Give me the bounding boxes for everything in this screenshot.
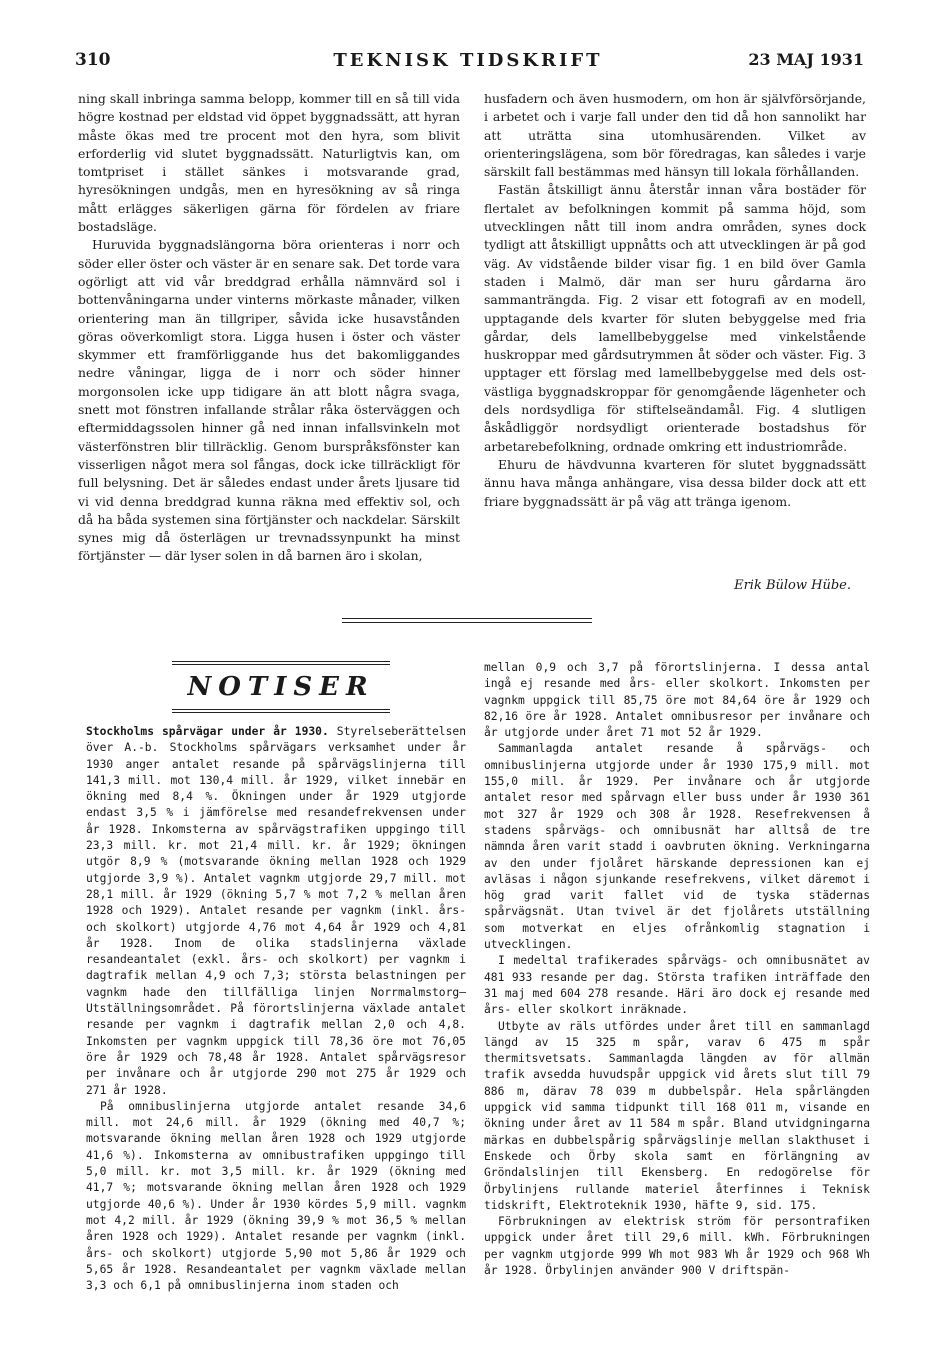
heading-rule [172,712,390,713]
paragraph: I medeltal trafikerades spårvägs- och omnibusnätet av 481 933 resande per dag. Största trafiken inträffade den 31 maj med 604 278 resande. Häri äro dock ej resande med års- eller skolkort inräknade. [484,954,870,1017]
paragraph: Förbrukningen av elektrisk ström för persontrafiken uppgick under året till 29,6 mill. kWh. Förbrukningen per vagnkm utgjorde 999 Wh mot 983 Wh år 1929 och 968 Wh år 1928. Örbylinjen använder 900 V driftspän- [484,1215,870,1277]
author-signature: Erik Bülow Hübe. [734,578,851,593]
heading-rule [172,661,390,662]
notice-text: Styrelseberättelsen över A.-b. Stockholms spårvägars verksamhet under år 1930 anger antalet resande på spårvägslinjerna till 141,3 mill. mot 130,4 mill. år 1929, vilket innebär en ökning med 8,4 %. Ökningen under år 1929 utgjorde endast 3,5 % i jämförelse med resandefrekvensen under år 1928. Inkomsterna av spårvägstrafiken uppgingo till 23,3 mill. kr. mot 21,4 mill. kr. år 1929; ökningen utgör 8,9 % (motsvarande ökning mellan 1928 och 1929 utgjorde 3,9 %). Antalet vagnkm utgjorde 29,7 mill. mot 28,1 mill. år 1929 (ökning 5,7 % mot 7,2 % mellan åren 1928 och 1929). Antalet resande per vagnkm (inkl. års- och skolkort) utgjorde 4,76 mot 4,64 år 1929 och 4,81 år 1928. Inom de olika stadslinjerna växlade resandeantalet (exkl. års- och skolkort) per vagnkm i dagtrafik mellan 4,9 och 7,3; största belastningen per vagnkm hade den tillfälliga linjen Norrmalmstorg—Utställningsområdet. På förortslinjerna växlade antalet resande per vagnkm i dagtrafik mellan 2,0 och 4,8. Inkomsten per vagnkm uppgick till 78,36 öre mot 76,05 öre år 1929 och 78,48 år 1928. Antalet spårvägsresor per invånare och år utgjorde 290 mot 275 år 1929 och 271 år 1928. [86,725,467,1097]
paragraph: På omnibuslinjerna utgjorde antalet resande 34,6 mill. mot 24,6 mill. år 1929 (ökning med 40,7 %; motsvarande ökning mellan åren 1928 och 1929 utgjorde 41,6 %). Inkomsterna av omnibustrafiken uppgingo till 5,0 mill. kr. mot 3,5 mill. kr. år 1929 (ökning med 41,7 %; motsvarande ökning mellan åren 1928 och 1929 utgjorde 40,6 %). Under år 1930 kördes 5,9 mill. vagnkm mot 4,2 mill. år 1929 (ökning 39,9 % mot 36,5 % mellan åren 1928 och 1929). Antalet resande per vagnkm (inkl. års- och skolkort) utgjorde 5,90 mot 5,86 år 1929 och 5,65 år 1928. Resandeantalet per vagnkm växlade mellan 3,3 och 6,1 på omnibuslinjerna inom staden och [86,1099,466,1293]
notiser-heading-box [172,661,390,713]
section-divider [342,618,592,619]
paragraph: Sammanlagda antalet resande å spårvägs- och omnibuslinjerna utgjorde under år 1930 175,9 mill. mot 155,0 mill. år 1929. Per invånare och år utgjorde antalet resor med spårvagn eller buss under år 1930 361 mot 327 år 1929 och 308 år 1928. Resefrekvensen å stadens spårvägs- och omnibusnät har alltså de tre nämnda åren varit stadd i oavbruten ökning. Verkningarna av den under fjolåret härskande depressionen kan ej avläsas i någon sjunkande resefrekvens, vilket däremot i hög grad varit fallet vid de tyska städernas spårvägsnät. Utan tvivel är det fjolårets utställning som motverkat en eljes ofrånkomlig stagnation i utvecklingen. [484,742,870,952]
paragraph: Ehuru de hävdvunna kvarteren för slutet byggnadssätt ännu hava många anhängare, visa dessa bilder dock att ett friare byggnadssätt är på väg att tränga igenom. [484,456,866,509]
article-column-right [484,90,866,511]
notice-title: Stockholms spårvägar under år 1930. [86,725,329,738]
section-divider [342,622,592,623]
paragraph: mellan 0,9 och 3,7 på förortslinjerna. I dessa antal ingå ej resande med års- eller skolkort. Inkomsten per vagnkm uppgick till 85,75 öre mot 84,64 öre år 1929 och 82,16 öre år 1928. Antalet omnibusresor per invånare och år utgjorde under året 71 mot 52 år 1929. [484,661,870,740]
section-title: NOTISER [187,672,375,702]
heading-rule [172,664,390,665]
notiser-column-right [484,660,870,1279]
page-number: 310 [75,50,111,70]
notiser-column-left [86,724,466,1294]
paragraph: Huruvida byggnadslängorna böra orienteras i norr och söder eller öster och väster är en senare sak. Det torde vara ogörligt att vid vår breddgrad erhålla nämnvärd sol i bottenvåningarna under vinterns mörkaste månader, vilken orientering man än tillgriper, såvida icke husavstånden göras oöverkomligt stora. Ligga husen i öster och väster skymmer ett framförliggande hus det bakomliggandes nedre våningar, ligga de i norr och söder hinner morgonsolen icke upp tidigare än att blott några svaga, snett mot fönstren infallande strålar råka österväggen och eftermiddagssolen hinner gå ned innan infallsvinkeln mot västerfönstren blir tillräcklig. Genom burspråksfönster kan visserligen något mera sol fångas, dock icke tillräckligt för full belysning. Det är således endast under årets ljusare tid vi vid denna breddgrad kunna räkna med effektiv sol, och då ha båda systemen sina förtjänster och nackdelar. Särskilt synes mig då österlägen ur trevnadssynpunkt ha minst förtjänster — där lyser solen in då barnen äro i skolan, [78,237,460,564]
paragraph [86,724,466,1099]
paragraph: husfadern och även husmodern, om hon är självförsörjande, i arbetet och i varje fall under den tid då hon sannolikt har att uträtta sina utomhusärenden. Vilket av orienteringslägena, som bör föredragas, kan således i varje särskilt fall bestämmas med hänsyn till lokala förhållanden. [484,91,866,180]
journal-title: TEKNISK TIDSKRIFT [333,50,603,71]
article-column-left [78,90,460,566]
paragraph: ning skall inbringa samma belopp, kommer till en så till vida högre kostnad per eldstad vid öppet byggnadssätt, att hyran måste ökas med tre procent mot den hyra, som blivit erforderlig vid slutet byggnadssätt. Naturligtvis kan, om tomtpriset i stället sänkes i motsvarande grad, hyresökningen undgås, men en hyresökning av så ringa mått erlägges säkerligen gärna för fördelen av friare bostadsläge. [78,91,460,235]
paragraph: Utbyte av räls utfördes under året till en sammanlagd längd av 15 325 m spår, varav 6 475 m spår thermitsvetsats. Sammanlagda längden av för allmän trafik avsedda huvudspår uppgick vid årets slut till 79 886 m, därav 78 039 m dubbelspår. Hela spårlängden uppgick vid samma tidpunkt till 168 011 m, visande en ökning under året av 11 584 m spår. Bland utvidgningarna märkas en dubbelspårig spårvägslinje mellan slakthuset i Enskede och Örby skola samt en förlängning av Gröndalslinjen till Ekensberg. En redogörelse för Örbylinjens rullande materiel återfinnes i Teknisk tidskrift, Elektroteknik 1930, häfte 9, sid. 175. [484,1019,870,1212]
issue-date: 23 MAJ 1931 [748,50,864,69]
heading-rule [172,709,390,710]
paragraph: Fastän åtskilligt ännu återstår innan våra bostäder för flertalet av befolkningen kommit på samma höjd, som utvecklingen nått till inom andra områden, synes dock tydligt att åtskilligt uppnåtts och att utvecklingen är på god väg. Av vidstående bilder visar fig. 1 en bild över Gamla staden i Malmö, där man ser huru gårdarna äro sammanträngda. Fig. 2 visar ett fotografi av en modell, upptagande dels kvarter för sluten bebyggelse med fria gårdar, dels lamellbebyggelse med vinkelstående huskroppar med gårdsutrymmen åt söder och väster. Fig. 3 upptager ett förslag med lamellbebyggelse med dels ost-västliga byggnadskroppar för genomgående lägenheter och dels nordsydliga för stiftelseändamål. Fig. 4 slutligen åskådliggör nordsydligt orienterade bostadshus för arbetarebefolkning, ordnade omkring ett industriområde. [484,182,866,454]
